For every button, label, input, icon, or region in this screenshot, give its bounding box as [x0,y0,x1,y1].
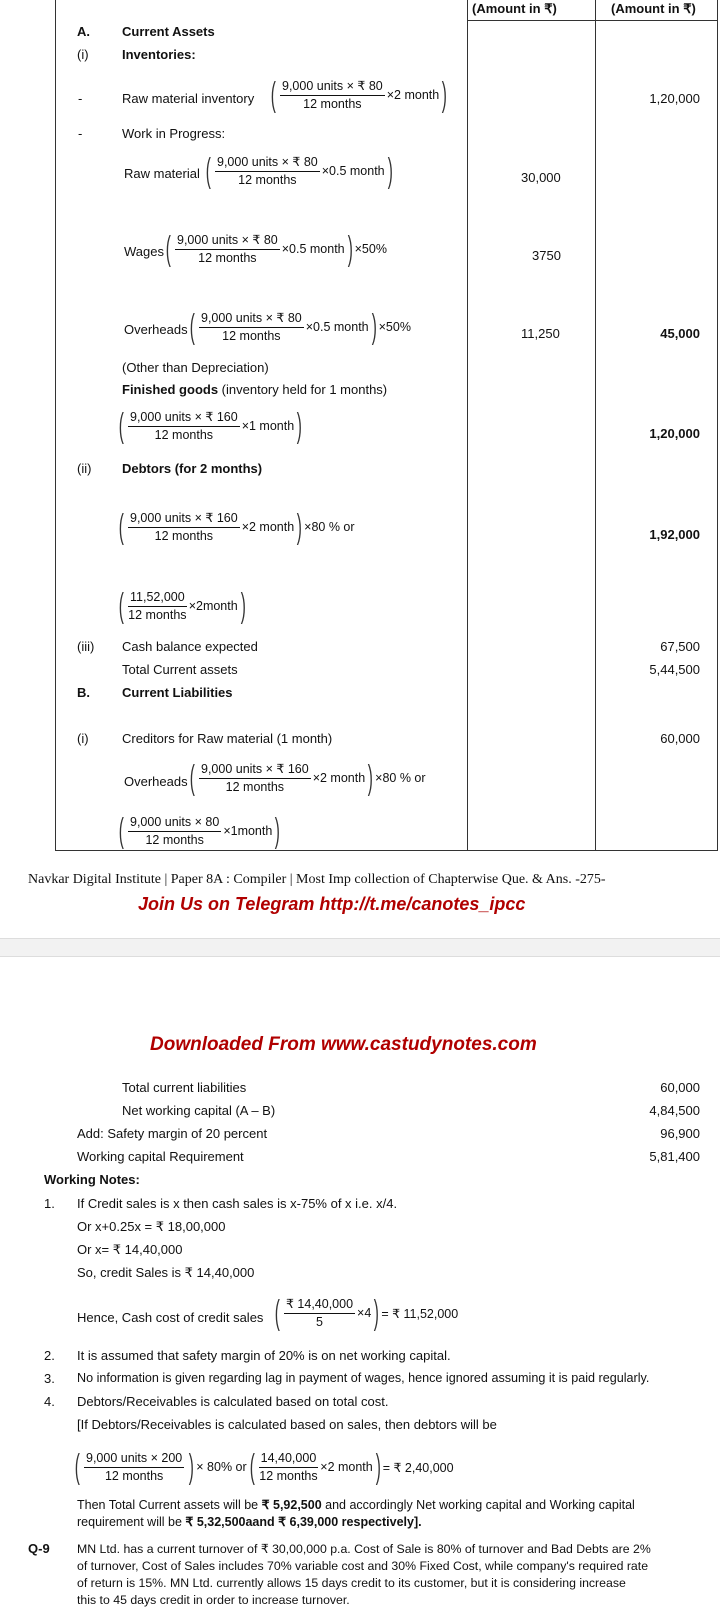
page-separator [0,938,720,957]
wip-overheads-denominator: 12 months [222,328,281,343]
debtors-alt-denominator: 12 months [128,607,187,622]
bullet-wip: - [78,126,83,141]
column-header-2: (Amount in ₹) [611,1,696,16]
note-4-conclusion-text-b: and accordingly Net working capital and Working capital [321,1498,635,1512]
total-current-assets-label: Total Current assets [122,662,238,677]
raw-material-denominator: 12 months [303,96,362,111]
question-9-line-1: MN Ltd. has a current turnover of ₹ 30,00,000 p.a. Cost of Sale is 80% of turnover and Bad Debts are 2% [77,1542,651,1556]
wip-overheads-multiplier: ×0.5 month [305,320,369,334]
total-liabilities-amount: 60,000 [660,1080,700,1095]
wc-requirement-label: Working capital Requirement [77,1149,244,1164]
net-working-capital-amount: 4,84,500 [649,1103,700,1118]
note-4-requirement-values: ₹ 5,32,500aand ₹ 6,39,000 respectively]. [185,1515,422,1529]
note-4-conclusion-2 [77,1514,422,1531]
note-1-text: If Credit sales is x then cash sales is x-75% of x i.e. x/4. [77,1196,398,1211]
item-i-number: (i) [77,47,89,62]
question-9-line-3: of return is 15%. MN Ltd. currently allows 15 days credit to its customer, but it is considering increase [77,1576,626,1590]
wip-total-amount: 45,000 [660,326,700,341]
item-iii-number: (iii) [77,639,95,654]
telegram-link[interactable]: Join Us on Telegram http://t.me/canotes_ipcc [138,894,526,914]
finished-goods-formula: ( 9,000 units × ₹ 160 12 months ×1 month ) [118,407,303,445]
net-working-capital-label: Net working capital (A – B) [122,1103,276,1118]
note-4-formula: ( 9,000 units × 200 12 months ) × 80% or ( 14,40,000 12 months ×2 month ) = ₹ 2,40,000 [74,1448,454,1486]
total-current-assets-amount: 5,44,500 [649,662,700,677]
note-4-number: 4. [44,1394,55,1409]
safety-margin-label: Add: Safety margin of 20 percent [77,1126,268,1141]
column-header-1: (Amount in ₹) [472,1,557,16]
creditors-amount: 60,000 [660,731,700,746]
wip-overheads-formula: ( 9,000 units × ₹ 80 12 months ×0.5 month ) ×50% [189,308,411,346]
debtors-formula: ( 9,000 units × ₹ 160 12 months ×2 month ) ×80 % or [118,508,355,546]
note-4-denominator-2: 12 months [259,1468,318,1483]
note-4-middle: × 80% or [196,1460,247,1474]
table-right-border [717,0,718,850]
bullet-raw-material: - [78,91,83,106]
note-1-denominator: 5 [316,1314,323,1329]
section-a-title: Current Assets [122,24,215,39]
debtors-amount: 1,92,000 [649,527,700,542]
b-overheads-formula: ( 9,000 units × ₹ 160 12 months ×2 month ) ×80 % or [189,759,426,797]
wip-raw-formula: ( 9,000 units × ₹ 80 12 months ×0.5 month ) [205,152,393,190]
note-4-conclusion-1 [77,1497,635,1514]
wip-overheads-percent: ×50% [378,320,411,334]
wip-raw-numerator: 9,000 units × ₹ 80 [215,155,320,172]
b-overheads-denominator: 12 months [225,779,285,794]
wip-raw-amount: 30,000 [521,170,561,185]
debtors-alt-formula: ( 11,52,000 12 months ×2month ) [118,587,246,625]
raw-material-label: Raw material inventory [122,91,255,106]
note-2-text: It is assumed that safety margin of 20% is on net working capital. [77,1348,451,1363]
note-1-multiplier: ×4 [357,1306,372,1320]
table-left-border [55,0,56,850]
question-9-line-2: of turnover, Cost of Sales includes 70% variable cost and 30% Fixed Cost, while company's required rate [77,1559,649,1573]
finished-goods-label: Finished goods [122,382,219,397]
note-2-number: 2. [44,1348,55,1363]
table-header-rule [467,20,718,21]
b-overheads-numerator: 9,000 units × ₹ 160 [199,762,311,779]
download-link[interactable]: Downloaded From www.castudynotes.com [150,1034,537,1055]
item-ii-number: (ii) [77,461,92,476]
cash-balance-amount: 67,500 [660,639,700,654]
table-bottom-rule [55,850,718,851]
wip-wages-amount: 3750 [532,248,561,263]
note-1-line-b: Or x= ₹ 14,40,000 [77,1242,183,1257]
table-col1-border [467,0,468,850]
note-1-line-a: Or x+0.25x = ₹ 18,00,000 [77,1219,226,1234]
item-ii-title: Debtors (for 2 months) [122,461,263,476]
b-alt-numerator: 9,000 units × 80 [128,815,221,832]
debtors-alt-multiplier: ×2month [188,599,238,613]
note-1-numerator: ₹ 14,40,000 [284,1297,355,1314]
raw-material-multiplier: ×2 month [386,88,440,102]
item-i-title: Inventories: [122,47,196,62]
finished-goods-amount: 1,20,000 [649,426,700,441]
wip-wages-percent: ×50% [354,242,387,256]
finished-goods-numerator: 9,000 units × ₹ 160 [128,410,240,427]
finished-goods-heading [122,382,387,397]
wip-wages-denominator: 12 months [198,250,257,265]
note-4-line-a: [If Debtors/Receivables is calculated based on sales, then debtors will be [77,1417,497,1432]
other-than-depreciation: (Other than Depreciation) [122,360,269,375]
note-4-result: = ₹ 2,40,000 [382,1460,454,1475]
wip-raw-label: Raw material [124,166,200,181]
note-1-result: = ₹ 11,52,000 [381,1306,459,1321]
section-b-title: Current Liabilities [122,685,233,700]
debtors-multiplier: ×2 month [241,520,295,534]
section-b-number: B. [77,685,90,700]
note-4-total-ca: ₹ 5,92,500 [261,1498,322,1512]
note-1-number: 1. [44,1196,55,1211]
debtors-numerator: 9,000 units × ₹ 160 [128,511,240,528]
finished-goods-multiplier: ×1 month [241,419,295,433]
wip-wages-numerator: 9,000 units × ₹ 80 [175,233,280,250]
finished-goods-note: (inventory held for 1 months) [218,382,388,397]
item-b-i-number: (i) [77,731,89,746]
b-overheads-label: Overheads [124,774,188,789]
note-3-text: No information is given regarding lag in payment of wages, hence ignored assuming it is paid regularly. [77,1371,650,1385]
question-9-line-4: this to 45 days credit in order to increase turnover. [77,1593,350,1607]
note-4-denominator-1: 12 months [104,1468,164,1483]
note-1-cash-cost-label: Hence, Cash cost of credit sales [77,1310,264,1325]
b-overheads-percent: ×80 % or [375,771,426,785]
note-4-numerator-2: 14,40,000 [259,1451,319,1468]
b-alt-multiplier: ×1month [223,824,273,838]
wc-requirement-amount: 5,81,400 [649,1149,700,1164]
wip-overheads-label: Overheads [124,322,188,337]
note-4-conclusion-text-a: Then Total Current assets will be [77,1498,262,1512]
total-liabilities-label: Total current liabilities [122,1080,247,1095]
debtors-percent: ×80 % or [304,520,355,534]
cash-balance-label: Cash balance expected [122,639,258,654]
creditors-label: Creditors for Raw material (1 month) [122,731,333,746]
debtors-alt-numerator: 11,52,000 [128,590,187,607]
wip-overheads-amount: 11,250 [521,326,560,341]
note-1-line-c: So, credit Sales is ₹ 14,40,000 [77,1265,255,1280]
wip-wages-label: Wages [124,244,164,259]
wip-wages-multiplier: ×0.5 month [281,242,345,256]
note-3-number: 3. [44,1371,55,1386]
section-a-number: A. [77,24,90,39]
b-overheads-multiplier: ×2 month [312,771,366,785]
page-footer: Navkar Digital Institute | Paper 8A : Compiler | Most Imp collection of Chapterwise Que. & Ans. -275- [28,872,606,887]
table-col2-border [595,0,596,850]
working-notes-title: Working Notes: [44,1172,140,1187]
b-alt-denominator: 12 months [145,832,204,847]
wip-raw-multiplier: ×0.5 month [321,164,385,178]
b-alt-formula: ( 9,000 units × 80 12 months ×1month ) [118,812,281,850]
wip-overheads-numerator: 9,000 units × ₹ 80 [199,311,304,328]
debtors-denominator: 12 months [154,528,214,543]
note-4-conclusion-text-c: requirement will be [77,1515,186,1529]
raw-material-amount: 1,20,000 [649,91,700,106]
finished-goods-denominator: 12 months [154,427,214,442]
note-4-numerator-1: 9,000 units × 200 [84,1451,184,1468]
safety-margin-amount: 96,900 [660,1126,700,1141]
question-9-number: Q-9 [28,1541,50,1556]
raw-material-numerator: 9,000 units × ₹ 80 [280,79,385,96]
note-4-text: Debtors/Receivables is calculated based on total cost. [77,1394,389,1409]
wip-label: Work in Progress: [122,126,226,141]
note-1-cash-cost-formula: ( $\frac{₹ 14,40,000}{5}$ ×4 ) = ₹ 11,52,000 [274,1294,459,1332]
raw-material-formula: ( 9,000 units × ₹ 80 12 months ×2 month ) [270,76,448,114]
note-4-multiplier: ×2 month [320,1460,373,1474]
wip-raw-denominator: 12 months [238,172,297,187]
wip-wages-formula: ( 9,000 units × ₹ 80 12 months ×0.5 month ) ×50% [165,230,387,268]
